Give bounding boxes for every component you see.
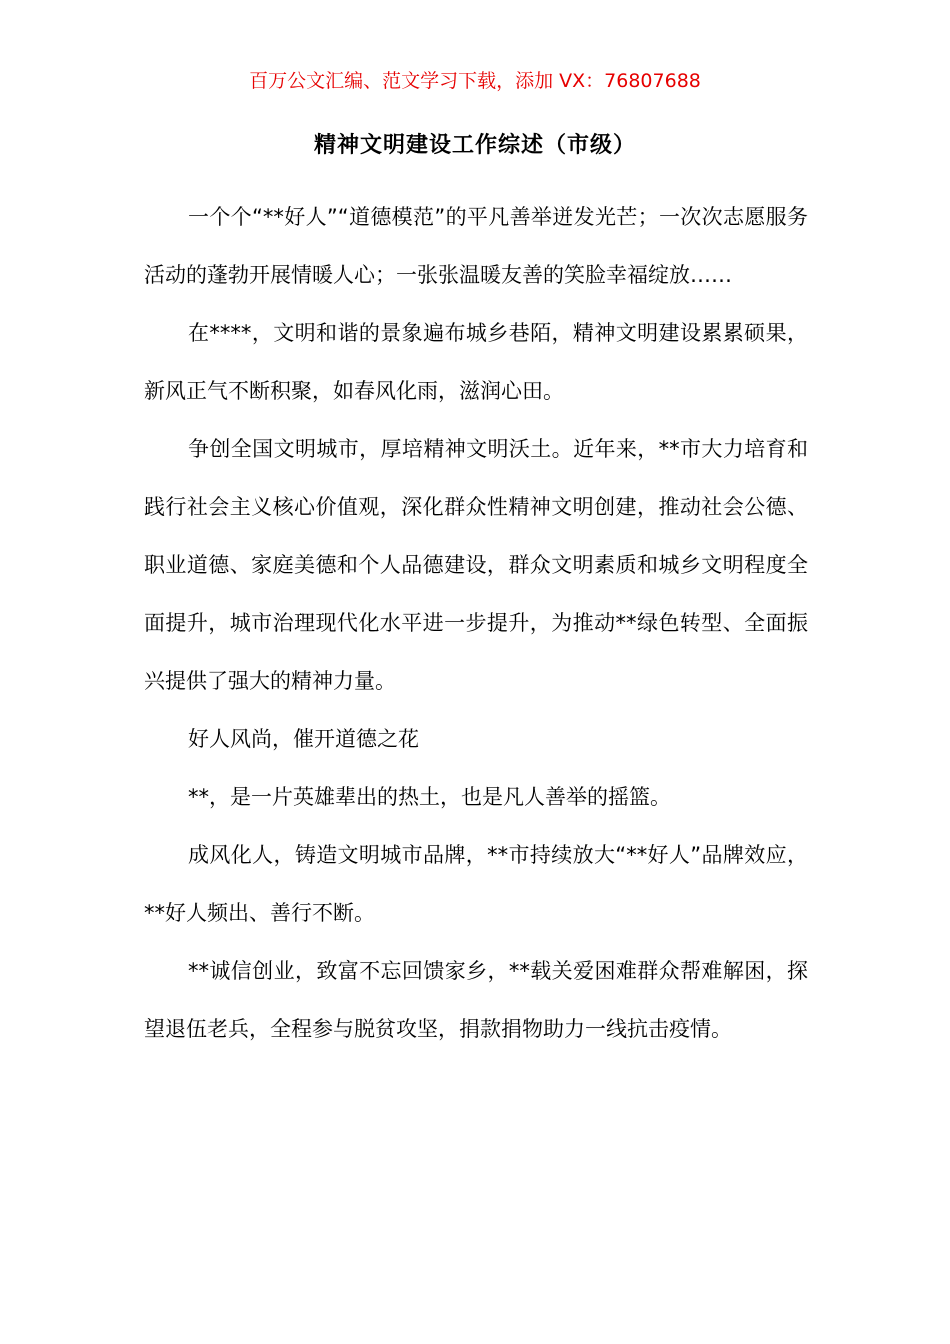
paragraph-harmony: 在****，文明和谐的景象遍布城乡巷陌，精神文明建设累累硕果，新风正气不断积聚，如春风化雨，滋润心田。 — [144, 321, 808, 403]
paragraph-civilized-city: 争创全国文明城市，厚培精神文明沃土。近年来，**市大力培育和践行社会主义核心价值观，深化群众性精神文明创建，推动社会公德、职业道德、家庭美德和个人品德建设，群众文明素质和城乡文明程度全面提升，城市治理现代化水平进一步提升，为推动**绿色转型、全面振兴提供了强大的精神力量。 — [144, 437, 808, 693]
section-heading-good-people: 好人风尚，催开道德之花 — [188, 727, 419, 751]
header-watermark-note: 百万公文汇编、范文学习下载，添加 VX：76807688 — [249, 70, 701, 92]
document-title: 精神文明建设工作综述（市级） — [313, 133, 636, 158]
paragraph-heroes: **，是一片英雄辈出的热土，也是凡人善举的摇篮。 — [188, 785, 671, 809]
paragraph-intro: 一个个“**好人”“道德模范”的平凡善举迸发光芒；一次次志愿服务活动的蓬勃开展情暖人心；一张张温暖友善的笑脸幸福绽放…… — [144, 205, 808, 287]
paragraph-brand: 成风化人，铸造文明城市品牌，**市持续放大“**好人”品牌效应，**好人频出、善行不断。 — [144, 843, 808, 925]
paragraph-integrity: **诚信创业，致富不忘回馈家乡，**载关爱困难群众帮难解困，探望退伍老兵，全程参与脱贫攻坚，捐款捐物助力一线抗击疫情。 — [144, 959, 808, 1041]
document-body — [144, 188, 808, 1058]
